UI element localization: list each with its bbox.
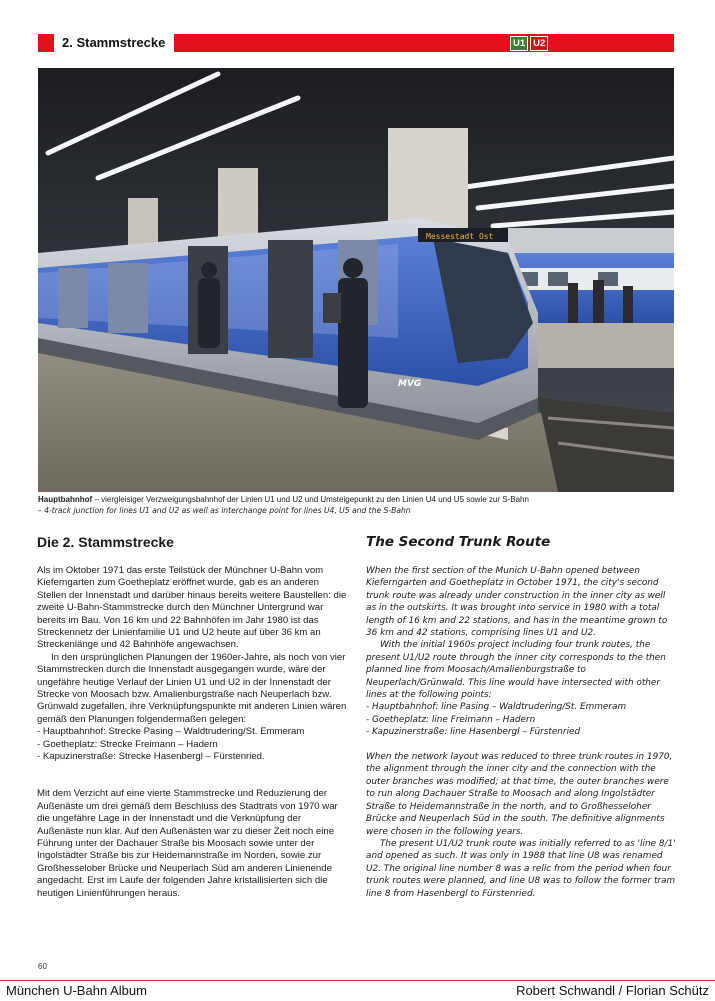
station-photo [38, 68, 674, 492]
photo-caption [38, 494, 678, 516]
german-paragraph-2: In den ursprünglichen Planungen der 1960er-Jahre, als noch von vier Stammstrecken durch die Innenstadt ausgegangen wurde, wäre der ungefähre heutige Verlauf der Linien U1 und U2 in der Innenstadt der Strecke von Moosach bzw. Amalienburgstraße nach Neuperlach bzw. Grünwald zugefallen, ihre Verknüpfungspunkte mit anderen Linien wären gemäß den Planungen folgendermaßen gelegen: [37, 651, 347, 725]
english-heading: The Second Trunk Route [366, 534, 551, 550]
german-paragraph-1: Als im Oktober 1971 das erste Teilstück der Münchner U-Bahn vom Kieferngarten zum Goetheplatz eröffnet wurde, gab es an anderen Stellen der Innenstadt und darüber hinaus bereits weitere Baustellen: die zweite U-Bahn-Stammstrecke durch den Münchner Untergrund war bereits im Bau. Von 16 km und 22 Bahnhöfen im Jahr 1980 ist das Streckennetz der Linienfamilie U1 und U2 heute auf über 36 km an Streckenlänge und 42 Bahnhöfe angewachsen. [37, 565, 347, 651]
german-list-item: - Goetheplatz: Strecke Freimann – Hadern [37, 738, 218, 750]
header-red-bar [174, 34, 674, 52]
header-red-square [38, 34, 54, 52]
english-list-item: - Goetheplatz: line Freimann – Hadern [366, 714, 536, 725]
photo-illustration [38, 68, 674, 492]
train-brand-logo: MVG [398, 379, 422, 389]
footer-book-title: München U-Bahn Album [6, 983, 147, 998]
caption-english: – 4-track junction for lines U1 and U2 as well as interchange point for lines U4, U5 and the S-Bahn [38, 506, 411, 515]
german-paragraph-3: Mit dem Verzicht auf eine vierte Stammstrecke und Reduzierung der Außenäste um drei gemäß dem Beschluss des Stadtrats von 1970 war die ungefähre Lage in der Innenstadt und die Verknüpfung der Außenäste nun klar. Auf den Außenästen war zu dieser Zeit noch eine Führung unter der Dachauer Straße bis Moosach sowie unter der Ingolstädter Straße bis zur Heidemannstraße im Norden, sowie zur Großhesselober Brücke und Neuperlach Süd am anderen Linienende angedacht. Erst im Laufe der folgenden Jahre kristallisierten sich die heutigen Linienführungen heraus. [37, 788, 338, 899]
caption-place: Hauptbahnhof [38, 495, 93, 504]
caption-german-text: – viergleisiger Verzweigungsbahnhof der Linien U1 und U2 und Umsteigepunkt zu den Linien U4 und U5 sowie zur S-Bahn [92, 495, 529, 504]
footer [0, 980, 715, 1001]
footer-authors: Robert Schwandl / Florian Schütz [516, 983, 709, 998]
english-paragraph-3: When the network layout was reduced to three trunk routes in 1970, the alignment through the inner city and the connection with the outer branches was modified; at that time, the outer branches were to run along Dachauer Straße to Moosach and along Ingolstädter Straße to Heidemannstraße in the north, and to Großhesseloher Brücke and Neuperlach Süd in the south. The definitive alignments were chosen in the following years. [366, 752, 673, 837]
german-column [37, 533, 347, 900]
german-list-item: - Hauptbahnhof: Strecke Pasing – Waldtrudering/St. Emmeram [37, 726, 305, 738]
english-paragraph-4: The present U1/U2 trunk route was initially referred to as 'line 8/1' and opened as such. It was only in 1988 that line U8 was renamed U2. The original line number 8 was a relic from the period when four trunk routes were planned, and line U8 was to follow the former tram line 8 from Hasenbergl to Fürstenried. [366, 838, 676, 899]
english-paragraph-2: With the initial 1960s project including four trunk routes, the present U1/U2 route through the inner city corresponds to the then planned line from Moosach/Amalienburgstraße to Neuperlach/Grünwald. This line would have intersected with other lines at the following points: [366, 640, 666, 701]
german-list-item: - Kapuzinerstraße: Strecke Hasenbergl – Fürstenried. [37, 751, 265, 763]
page-number: 60 [38, 962, 47, 971]
english-list-item: - Hauptbahnhof: line Pasing – Waldtrudering/St. Emmeram [366, 702, 627, 713]
english-list-item: - Kapuzinerstraße: line Hasenbergl – Fürstenried [366, 727, 581, 738]
line-badge-u2: U2 [530, 36, 548, 51]
section-title: 2. Stammstrecke [62, 35, 166, 50]
line-badges [510, 36, 548, 51]
german-heading: Die 2. Stammstrecke [37, 534, 174, 550]
section-header [38, 34, 674, 52]
track [538, 398, 674, 492]
english-column [366, 533, 678, 900]
english-paragraph-1: When the first section of the Munich U-Bahn opened between Kieferngarten and Goetheplatz in October 1971, the city's second trunk route was already under construction in the inner city as well as in the outskirts. It was brought into service in 1980 with a total length of 16 km and 22 stations, and has in the meantime grown to 36 km and 42 stations, comprising lines U1 and U2. [366, 566, 668, 639]
train-destination-display: Messestadt Ost [426, 232, 494, 241]
line-badge-u1: U1 [510, 36, 528, 51]
caption-german [38, 494, 678, 505]
